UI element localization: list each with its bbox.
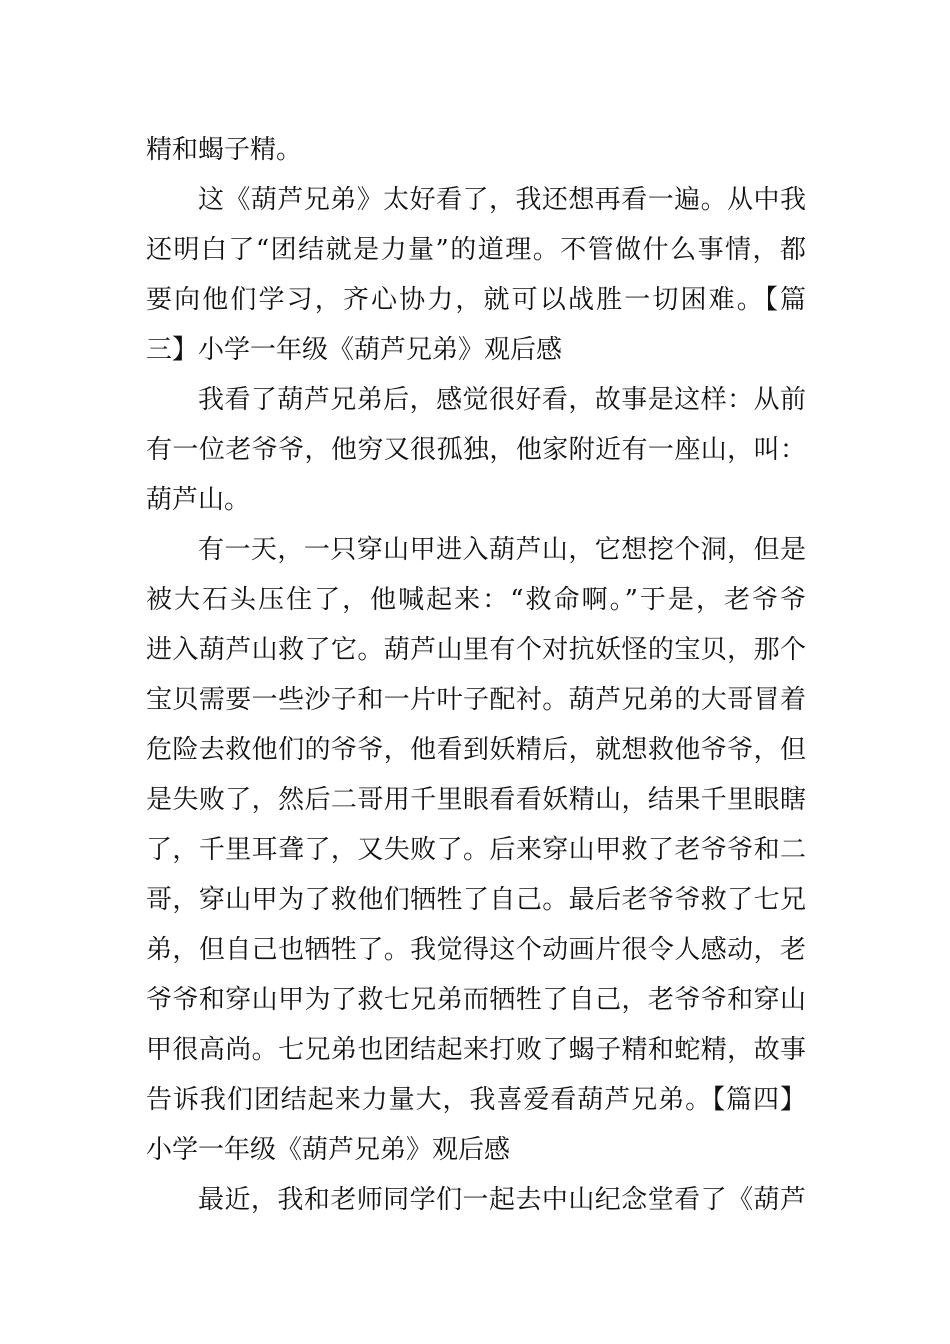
- text-line: 要向他们学习，齐心协力，就可以战胜一切困难。【篇: [146, 285, 806, 315]
- text-line: 葫芦山。: [146, 485, 251, 515]
- text-line: 还明白了“团结就是力量”的道理。不管做什么事情，都: [146, 235, 806, 265]
- text-line: 精和蝎子精。: [146, 135, 303, 165]
- text-line: 弟，但自己也牺牲了。我觉得这个动画片很令人感动，老: [146, 935, 806, 965]
- text-line: 宝贝需要一些沙子和一片叶子配衬。葫芦兄弟的大哥冒着: [146, 685, 806, 715]
- text-line: 了，千里耳聋了，又失败了。后来穿山甲救了老爷爷和二: [146, 835, 806, 865]
- section-heading-line: 小学一年级《葫芦兄弟》观后感: [146, 1135, 511, 1165]
- paragraph-first-line: 最近，我和老师同学们一起去中山纪念堂看了《葫芦: [198, 1185, 806, 1215]
- paragraph-first-line: 这《葫芦兄弟》太好看了，我还想再看一遍。从中我: [198, 185, 806, 215]
- text-line: 哥，穿山甲为了救他们牺牲了自己。最后老爷爷救了七兄: [146, 885, 806, 915]
- paragraph-first-line: 我看了葫芦兄弟后，感觉很好看，故事是这样：从前: [198, 385, 806, 415]
- text-line: 是失败了，然后二哥用千里眼看看妖精山，结果千里眼瞎: [146, 785, 806, 815]
- text-line: 爷爷和穿山甲为了救七兄弟而牺牲了自己，老爷爷和穿山: [146, 985, 806, 1015]
- text-line: 危险去救他们的爷爷，他看到妖精后，就想救他爷爷，但: [146, 735, 806, 765]
- text-line: 进入葫芦山救了它。葫芦山里有个对抗妖怪的宝贝，那个: [146, 635, 806, 665]
- text-line: 甲很高尚。七兄弟也团结起来打败了蝎子精和蛇精，故事: [146, 1035, 806, 1065]
- text-line: 告诉我们团结起来力量大，我喜爱看葫芦兄弟。【篇四】: [146, 1085, 806, 1115]
- paragraph-first-line: 有一天，一只穿山甲进入葫芦山，它想挖个洞，但是: [198, 535, 806, 565]
- section-heading-line: 三】小学一年级《葫芦兄弟》观后感: [146, 335, 563, 365]
- text-line: 被大石头压住了，他喊起来：“救命啊。”于是，老爷爷: [146, 585, 806, 615]
- text-line: 有一位老爷爷，他穷又很孤独，他家附近有一座山，叫：: [146, 435, 806, 465]
